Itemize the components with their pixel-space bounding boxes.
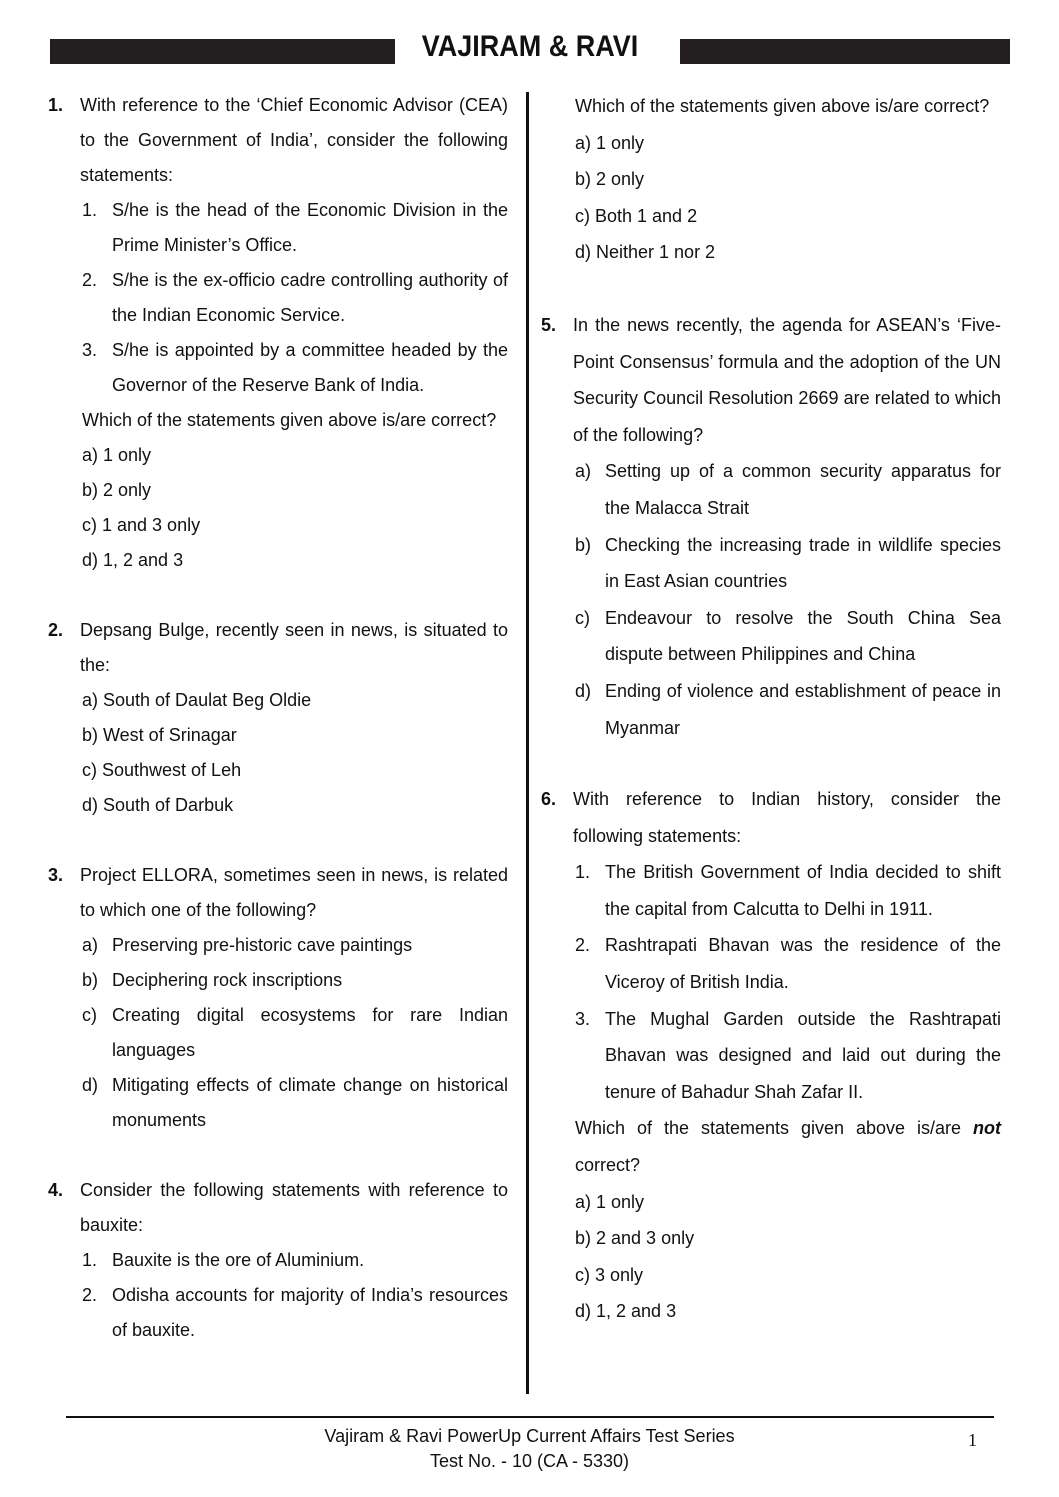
question-stem: Project ELLORA, sometimes seen in news, is related to which one of the following? bbox=[80, 865, 508, 920]
statement bbox=[80, 1278, 508, 1348]
statement-number: 2. bbox=[82, 1285, 98, 1305]
question-1 bbox=[48, 88, 508, 578]
question-stem: Consider the following statements with reference to bauxite: bbox=[80, 1180, 508, 1235]
statement-number: 2. bbox=[575, 935, 591, 956]
option-text: Setting up of a common security apparatus for the Malacca Strait bbox=[605, 461, 1001, 518]
question-number: 1. bbox=[48, 95, 64, 115]
statement bbox=[80, 1243, 508, 1278]
statement-text: The Mughal Garden outside the Rashtrapati Bhavan was designed and laid out during the tenure of Bahadur Shah Zafar II. bbox=[605, 1008, 1001, 1102]
column-divider bbox=[526, 92, 529, 1394]
option: c) 1 and 3 only bbox=[82, 515, 201, 535]
statement-text: Rashtrapati Bhavan was the residence of the Viceroy of British India. bbox=[605, 935, 1001, 993]
question-stem: Depsang Bulge, recently seen in news, is situated to the: bbox=[80, 620, 508, 675]
option-text: Ending of violence and establishment of peace in Myanmar bbox=[605, 680, 1001, 738]
statement-text: S/he is appointed by a committee headed by the Governor of the Reserve Bank of India. bbox=[112, 340, 508, 395]
option: d) South of Darbuk bbox=[82, 795, 234, 815]
option: a) 1 only bbox=[575, 132, 645, 153]
option: a) 1 only bbox=[82, 445, 152, 465]
question-3 bbox=[48, 858, 508, 1138]
option bbox=[80, 1068, 508, 1138]
option-text: Mitigating effects of climate change on historical monuments bbox=[112, 1075, 508, 1130]
option bbox=[573, 453, 1001, 526]
statement bbox=[573, 1001, 1001, 1111]
statement-text: Odisha accounts for majority of India’s resources of bauxite. bbox=[112, 1285, 508, 1340]
statement bbox=[80, 193, 508, 263]
option-text: Endeavour to resolve the South China Sea dispute between Philippines and China bbox=[605, 607, 1001, 665]
left-column bbox=[48, 88, 508, 1383]
ask-text: correct? bbox=[575, 1155, 641, 1176]
question-stem: In the news recently, the agenda for ASEAN’s ‘Five-Point Consensus’ formula and the adoption of the UN Security Council Resolution 2669 are related to which of the following? bbox=[573, 314, 1001, 445]
question-stem: With reference to Indian history, consider the following statements: bbox=[573, 789, 1001, 846]
statement-number: 1. bbox=[575, 862, 591, 883]
option-text: Creating digital ecosystems for rare Indian languages bbox=[112, 1005, 508, 1060]
ask-emphasis: not bbox=[973, 1118, 1001, 1139]
question-5 bbox=[541, 307, 1001, 746]
statement bbox=[573, 927, 1001, 1000]
question-4-continued bbox=[541, 88, 1001, 271]
option: b) 2 and 3 only bbox=[575, 1228, 695, 1249]
option: a) 1 only bbox=[575, 1191, 645, 1212]
question-number: 4. bbox=[48, 1180, 64, 1200]
option-text: Deciphering rock inscriptions bbox=[112, 970, 343, 990]
question-stem: With reference to the ‘Chief Economic Advisor (CEA) to the Government of India’, consider the following statements: bbox=[80, 95, 508, 185]
option bbox=[573, 600, 1001, 673]
question-6 bbox=[541, 781, 1001, 1330]
option: d) 1, 2 and 3 bbox=[82, 550, 184, 570]
question-2 bbox=[48, 613, 508, 823]
header-bar-right bbox=[680, 39, 1010, 64]
option-letter: b) bbox=[575, 534, 592, 555]
question-ask: Which of the statements given above is/are correct? bbox=[575, 96, 990, 116]
option-text: Preserving pre-historic cave paintings bbox=[112, 935, 413, 955]
option: a) South of Daulat Beg Oldie bbox=[82, 690, 312, 710]
question-number: 6. bbox=[541, 789, 557, 810]
footer-series: Vajiram & Ravi PowerUp Current Affairs Test Series bbox=[324, 1426, 735, 1446]
question-number: 5. bbox=[541, 314, 557, 335]
option-letter: d) bbox=[575, 680, 592, 701]
statement-number: 1. bbox=[82, 200, 98, 220]
option-letter: c) bbox=[575, 607, 590, 628]
ask-text: Which of the statements given above is/are bbox=[575, 1118, 962, 1139]
statement bbox=[573, 854, 1001, 927]
right-column bbox=[541, 88, 1001, 1365]
option: b) 2 only bbox=[82, 480, 152, 500]
option: c) Both 1 and 2 bbox=[575, 205, 698, 226]
page-number: 1 bbox=[968, 1430, 977, 1450]
statement-number: 1. bbox=[82, 1250, 98, 1270]
statement-text: S/he is the ex-officio cadre controlling authority of the Indian Economic Service. bbox=[112, 270, 508, 325]
option-letter: a) bbox=[82, 935, 99, 955]
option-letter: b) bbox=[82, 970, 99, 990]
option: c) 3 only bbox=[575, 1264, 644, 1285]
option bbox=[80, 998, 508, 1068]
question-number: 2. bbox=[48, 620, 64, 640]
statement-text: Bauxite is the ore of Aluminium. bbox=[112, 1250, 365, 1270]
statement-text: S/he is the head of the Economic Division in the Prime Minister’s Office. bbox=[112, 200, 508, 255]
option bbox=[80, 928, 508, 963]
question-ask bbox=[573, 1110, 1001, 1183]
option: d) Neither 1 nor 2 bbox=[575, 242, 716, 263]
statement-number: 2. bbox=[82, 270, 98, 290]
footer-rule bbox=[66, 1416, 994, 1418]
option-letter: a) bbox=[575, 461, 592, 482]
option bbox=[573, 527, 1001, 600]
statement-number: 3. bbox=[82, 340, 98, 360]
option-letter: c) bbox=[82, 1005, 97, 1025]
option-text: Checking the increasing trade in wildlife species in East Asian countries bbox=[605, 534, 1001, 592]
option: b) 2 only bbox=[575, 169, 645, 190]
option: c) Southwest of Leh bbox=[82, 760, 242, 780]
question-number: 3. bbox=[48, 865, 64, 885]
statement bbox=[80, 263, 508, 333]
option: d) 1, 2 and 3 bbox=[575, 1301, 677, 1322]
question-ask: Which of the statements given above is/are correct? bbox=[82, 410, 497, 430]
option: b) West of Srinagar bbox=[82, 725, 237, 745]
option bbox=[80, 963, 508, 998]
statement-text: The British Government of India decided to shift the capital from Calcutta to Delhi in 1911. bbox=[605, 862, 1001, 919]
option-letter: d) bbox=[82, 1075, 99, 1095]
footer-test-no: Test No. - 10 (CA - 5330) bbox=[429, 1451, 630, 1471]
header-bar-left bbox=[50, 39, 395, 64]
question-4 bbox=[48, 1173, 508, 1348]
statement bbox=[80, 333, 508, 403]
header-title: VAJIRAM & RAVI bbox=[421, 30, 639, 63]
option bbox=[573, 673, 1001, 746]
statement-number: 3. bbox=[575, 1008, 591, 1029]
